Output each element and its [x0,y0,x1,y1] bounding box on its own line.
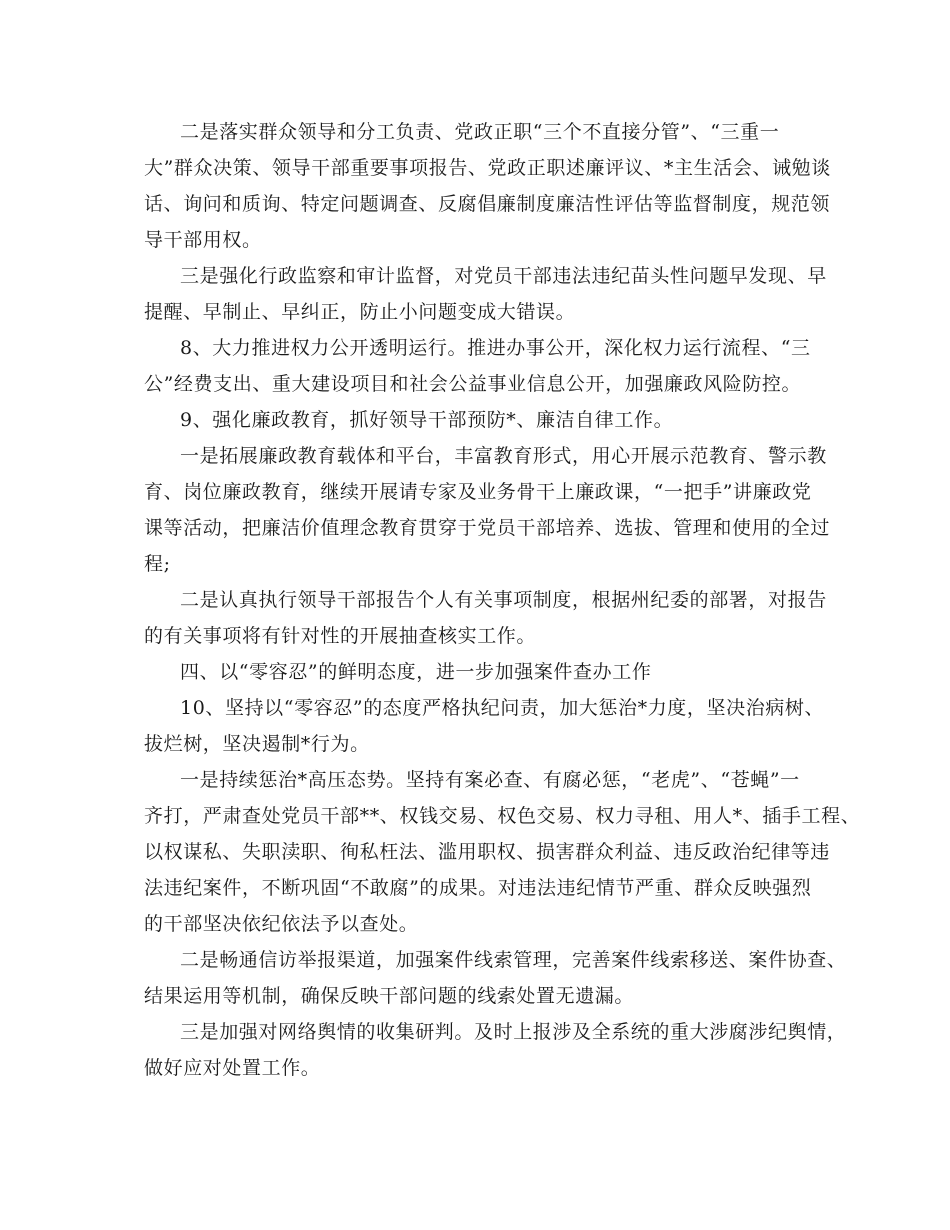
text-line: 公”经费支出、重大建设项目和社会公益事业信息公开，加强廉政风险防控。 [144,373,802,395]
text-line: 三是强化行政监察和审计监督，对党员干部违法违纪苗头性问题早发现、早 [180,265,827,287]
text-line: 的有关事项将有针对性的开展抽查核实工作。 [144,625,537,647]
text-line: 做好应对处置工作。 [144,1057,321,1079]
text-line: 提醒、早制止、早纠正，防止小问题变成大错误。 [144,301,576,323]
text-line: 课等活动，把廉洁价值理念教育贯穿于党员干部培养、选拔、管理和使用的全过 [144,517,831,539]
text-line: 结果运用等机制，确保反映干部问题的线索处置无遗漏。 [144,985,635,1007]
text-line: 程; [144,553,171,575]
text-line: 一是拓展廉政教育载体和平台，丰富教育形式，用心开展示范教育、警示教 [180,445,827,467]
text-line: 二是认真执行领导干部报告个人有关事项制度，根据州纪委的部署，对报告 [180,589,827,611]
text-line: 的干部坚决依纪依法予以查处。 [144,913,419,935]
text-line: 拔烂树，坚决遏制*行为。 [144,733,370,755]
text-line: 育、岗位廉政教育，继续开展请专家及业务骨干上廉政课，“一把手”讲廉政党 [144,481,812,503]
text-line: 9、强化廉政教育，抓好领导干部预防*、廉洁自律工作。 [180,409,674,431]
text-line: 二是落实群众领导和分工负责、党政正职“三个不直接分管”、“三重一 [180,121,780,143]
text-line: 三是加强对网络舆情的收集研判。及时上报涉及全系统的重大涉腐涉纪舆情， [180,1021,847,1043]
text-line: 10、坚持以“零容忍”的态度严格执纪问责，加大惩治*力度，坚决治病树、 [180,697,825,719]
text-line: 以权谋私、失职渎职、徇私枉法、滥用职权、损害群众利益、违反政治纪律等违 [144,841,831,863]
section-heading: 四、以“零容忍”的鲜明态度，进一步加强案件查办工作 [180,661,652,683]
text-line: 一是持续惩治*高压态势。坚持有案必查、有腐必惩，“老虎”、“苍蝇”一 [180,769,800,791]
text-line: 法违纪案件，不断巩固“不敢腐”的成果。对违法违纪情节严重、群众反映强烈 [144,877,812,899]
text-line: 8、大力推进权力公开透明运行。推进办事公开，深化权力运行流程、“三 [180,337,811,359]
text-line: 导干部用权。 [144,229,262,251]
text-line: 齐打，严肃查处党员干部**、权钱交易、权色交易、权力寻租、用人*、插手工程、 [144,805,861,827]
text-line: 话、询问和质询、特定问题调查、反腐倡廉制度廉洁性评估等监督制度，规范领 [144,193,831,215]
text-line: 二是畅通信访举报渠道，加强案件线索管理，完善案件线索移送、案件协查、 [180,949,847,971]
text-line: 大”群众决策、领导干部重要事项报告、党政正职述廉评议、*主生活会、诫勉谈 [144,157,831,179]
